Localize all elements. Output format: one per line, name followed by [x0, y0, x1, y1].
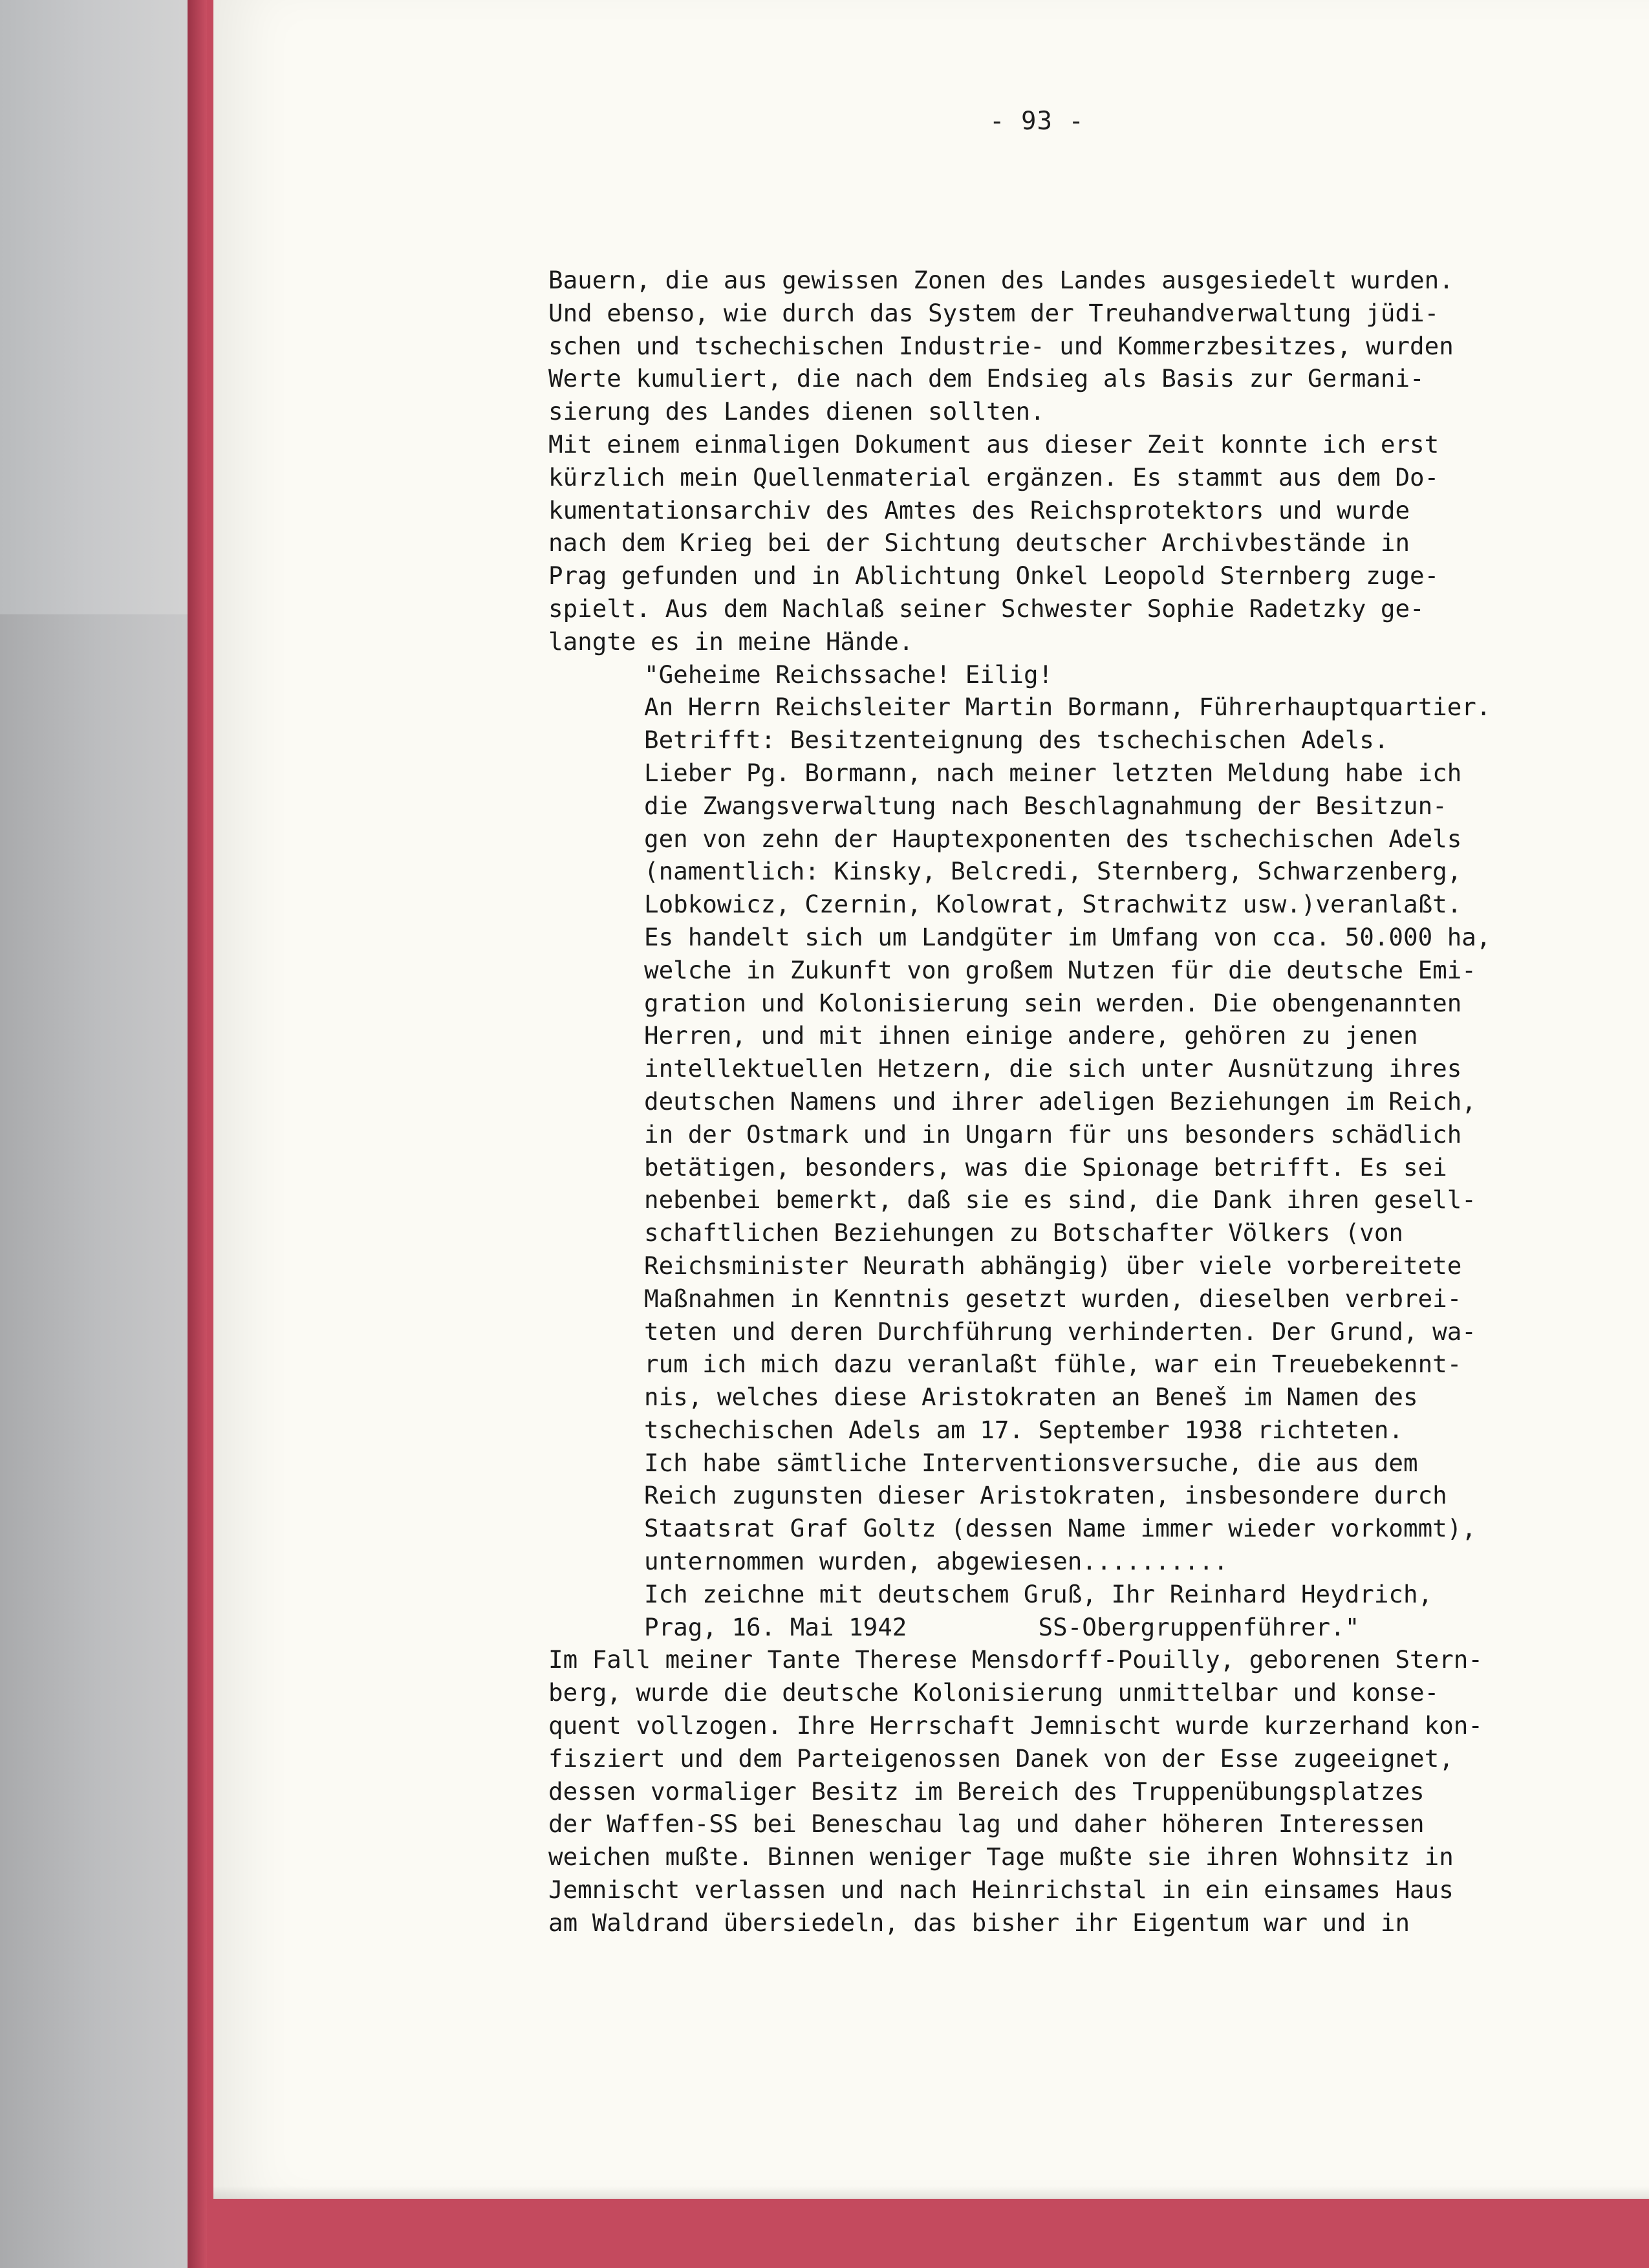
text-line: schen und tschechischen Industrie- und Kommerzbesitzes, wurden: [548, 331, 1454, 360]
letter-quote-line: An Herrn Reichsleiter Martin Bormann, Führerhauptquartier.: [644, 693, 1491, 722]
text-line: langte es in meine Hände.: [548, 627, 914, 656]
letter-quote-line: Herren, und mit ihnen einige andere, gehören zu jenen: [644, 1021, 1418, 1050]
text-line: Mit einem einmaligen Dokument aus dieser Zeit konnte ich erst: [548, 429, 1439, 459]
text-line: der Waffen-SS bei Beneschau lag und daher höheren Interessen: [548, 1809, 1425, 1839]
letter-quote-line: Staatsrat Graf Goltz (dessen Name immer wieder vorkommt),: [644, 1514, 1476, 1543]
letter-quote-line: schaftlichen Beziehungen zu Botschafter Völkers (von: [644, 1218, 1403, 1247]
letter-quote-line: gration und Kolonisierung sein werden. Die obengenannten: [644, 988, 1462, 1017]
letter-quote-line: die Zwangsverwaltung nach Beschlagnahmung der Besitzun-: [644, 791, 1447, 820]
letter-quote-line: Lobkowicz, Czernin, Kolowrat, Strachwitz usw.)veranlaßt.: [644, 890, 1462, 919]
letter-quote-line: Lieber Pg. Bormann, nach meiner letzten Meldung habe ich: [644, 758, 1462, 787]
text-line: weichen mußte. Binnen weniger Tage mußte sie ihren Wohnsitz in: [548, 1842, 1454, 1872]
letter-quote-line: (namentlich: Kinsky, Belcredi, Sternberg, Schwarzenberg,: [644, 857, 1462, 886]
letter-quote-line: teten und deren Durchführung verhinderten. Der Grund, wa-: [644, 1317, 1476, 1346]
letter-quote-line: unternommen wurden, abgewiesen..........: [644, 1547, 1229, 1576]
page-bottom-edge: [213, 2186, 1649, 2199]
letter-quote-line: tschechischen Adels am 17. September 1938 richteten.: [644, 1415, 1403, 1444]
letter-quote-line: Maßnahmen in Kenntnis gesetzt wurden, dieselben verbrei-: [644, 1284, 1462, 1313]
text-line: Im Fall meiner Tante Therese Mensdorff-Pouilly, geborenen Stern-: [548, 1645, 1483, 1674]
text-line: sierung des Landes dienen sollten.: [548, 397, 1045, 426]
letter-quote-line: Betrifft: Besitzenteignung des tschechischen Adels.: [644, 726, 1389, 755]
scanner-background-lower: [0, 614, 194, 2268]
text-line: nach dem Krieg bei der Sichtung deutscher Archivbestände in: [548, 528, 1410, 557]
text-line: spielt. Aus dem Nachlaß seiner Schwester Sophie Radetzky ge-: [548, 594, 1425, 623]
text-line: am Waldrand übersiedeln, das bisher ihr Eigentum war und in: [548, 1908, 1410, 1937]
book-cover-edge: [188, 0, 207, 2268]
text-line: berg, wurde die deutsche Kolonisierung unmittelbar und konse-: [548, 1678, 1439, 1707]
letter-quote-line: "Geheime Reichssache! Eilig!: [644, 660, 1053, 689]
letter-quote-line: gen von zehn der Hauptexponenten des tschechischen Adels: [644, 824, 1462, 853]
letter-quote-line: nis, welches diese Aristokraten an Beneš im Namen des: [644, 1383, 1418, 1412]
text-line: Jemnischt verlassen und nach Heinrichstal in ein einsames Haus: [548, 1875, 1454, 1905]
letter-quote-line: Es handelt sich um Landgüter im Umfang von cca. 50.000 ha,: [644, 922, 1491, 951]
letter-quote-line: welche in Zukunft von großem Nutzen für die deutsche Emi-: [644, 955, 1476, 984]
text-line: Und ebenso, wie durch das System der Treuhandverwaltung jüdi-: [548, 298, 1439, 327]
letter-quote-line: rum ich mich dazu veranlaßt fühle, war ein Treuebekennt-: [644, 1350, 1462, 1379]
text-line: Prag gefunden und in Ablichtung Onkel Leopold Sternberg zuge-: [548, 561, 1439, 590]
letter-quote-line: Reich zugunsten dieser Aristokraten, insbesondere durch: [644, 1481, 1447, 1510]
letter-quote-line: Ich zeichne mit deutschem Gruß, Ihr Reinhard Heydrich,: [644, 1579, 1433, 1608]
text-line: quent vollzogen. Ihre Herrschaft Jemnischt wurde kurzerhand kon-: [548, 1711, 1483, 1740]
letter-quote-line: deutschen Namens und ihrer adeligen Beziehungen im Reich,: [644, 1086, 1476, 1116]
letter-quote-line: betätigen, besonders, was die Spionage betrifft. Es sei: [644, 1152, 1447, 1182]
text-line: kumentationsarchiv des Amtes des Reichsprotektors und wurde: [548, 495, 1410, 524]
text-line: dessen vormaliger Besitz im Bereich des Truppenübungsplatzes: [548, 1777, 1425, 1806]
text-line: Werte kumuliert, die nach dem Endsieg als Basis zur Germani-: [548, 364, 1425, 393]
letter-quote-line: Prag, 16. Mai 1942 SS-Obergruppenführer.": [644, 1612, 1360, 1641]
letter-quote-line: Ich habe sämtliche Interventionsversuche, die aus dem: [644, 1448, 1418, 1477]
letter-quote-line: in der Ostmark und in Ungarn für uns besonders schädlich: [644, 1119, 1462, 1149]
letter-quote-line: nebenbei bemerkt, daß sie es sind, die Dank ihren gesell-: [644, 1185, 1476, 1215]
text-line: kürzlich mein Quellenmaterial ergänzen. Es stammt aus dem Do-: [548, 462, 1439, 491]
letter-quote-line: Reichsminister Neurath abhängig) über viele vorbereitete: [644, 1251, 1462, 1280]
body-text: [548, 264, 1609, 1939]
letter-quote-line: intellektuellen Hetzern, die sich unter Ausnützung ihres: [644, 1054, 1462, 1083]
text-line: Bauern, die aus gewissen Zonen des Landes ausgesiedelt wurden.: [548, 266, 1454, 294]
text-line: fisziert und dem Parteigenossen Danek von der Esse zugeeignet,: [548, 1744, 1454, 1773]
page-number: - 93 -: [989, 107, 1084, 136]
